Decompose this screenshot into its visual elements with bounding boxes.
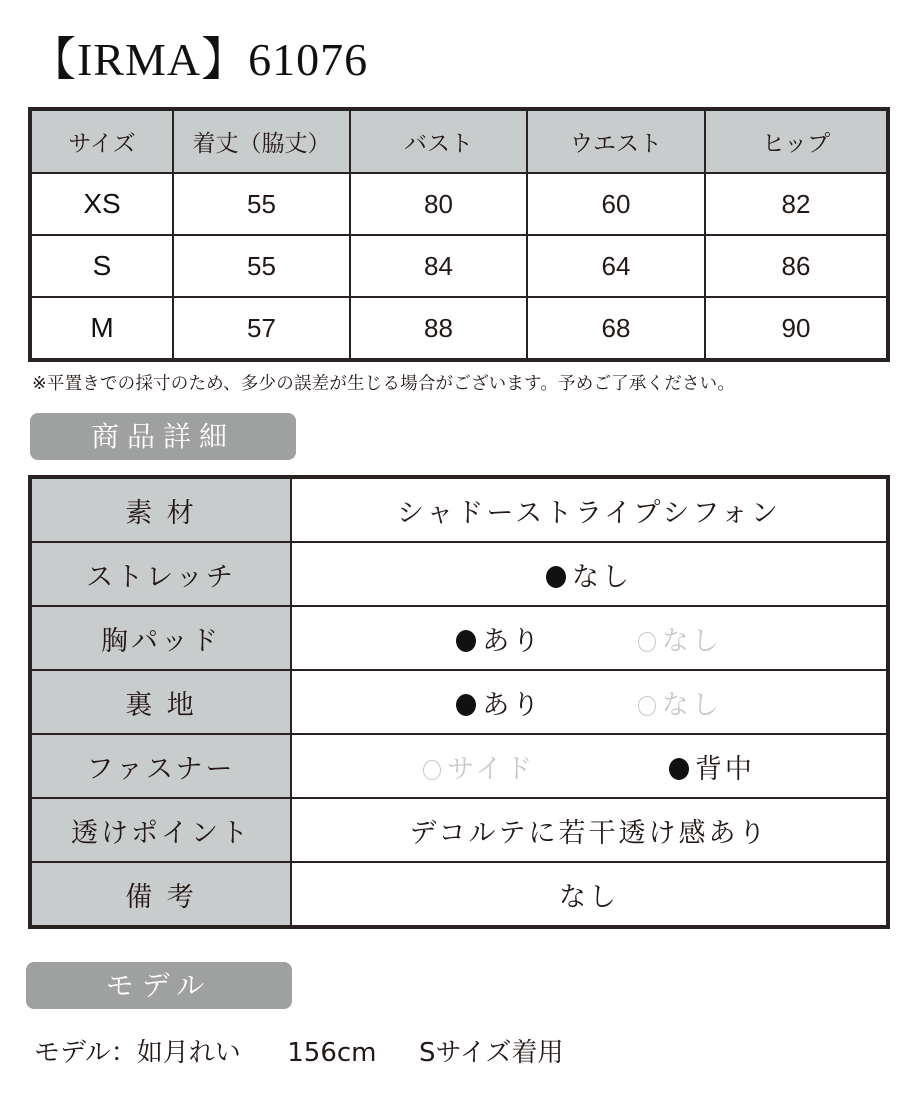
detail-label: 素 材 (30, 477, 291, 542)
model-name: モデル：如月れい (34, 1038, 241, 1068)
product-title: 【IRMA】61076 (30, 34, 369, 85)
table-row (30, 297, 888, 360)
option-text: あり (482, 689, 543, 721)
detail-label: ストレッチ (30, 542, 291, 606)
waist-cell: 64 (527, 235, 705, 297)
bust-cell: 88 (350, 297, 527, 360)
option-unselected (423, 747, 535, 786)
detail-label: 透けポイント (30, 798, 291, 862)
filled-circle-icon (669, 758, 689, 780)
size-table (28, 107, 890, 362)
detail-label: 胸パッド (30, 606, 291, 670)
table-row (30, 235, 888, 297)
detail-row-sheer-point (30, 798, 888, 862)
bust-cell: 80 (350, 173, 527, 235)
size-cell: M (30, 297, 173, 360)
size-table-header (30, 109, 888, 173)
header-hip: ヒップ (705, 109, 888, 173)
detail-label: 備 考 (30, 862, 291, 927)
size-cell: S (30, 235, 173, 297)
empty-circle-icon (423, 760, 441, 780)
size-cell: XS (30, 173, 173, 235)
table-row (30, 173, 888, 235)
measurement-note: ※平置きでの採寸のため、多少の誤差が生じる場合がございます。予めご了承ください。 (32, 374, 736, 394)
detail-value (291, 606, 888, 670)
empty-circle-icon (638, 696, 656, 716)
detail-value: なし (291, 862, 888, 927)
option-unselected (638, 683, 722, 722)
detail-value: デコルテに若干透け感あり (291, 798, 888, 862)
detail-value (291, 542, 888, 606)
empty-circle-icon (638, 632, 656, 652)
detail-row-lining (30, 670, 888, 734)
detail-label: ファスナー (30, 734, 291, 798)
length-cell: 55 (173, 235, 350, 297)
filled-circle-icon (456, 694, 476, 716)
model-height: 156cm (287, 1038, 377, 1068)
option-selected (456, 683, 542, 722)
detail-row-zipper (30, 734, 888, 798)
filled-circle-icon (546, 566, 566, 588)
detail-value (291, 734, 888, 798)
header-waist: ウエスト (527, 109, 705, 173)
option-text: なし (661, 625, 722, 657)
option-text: 背中 (694, 753, 755, 785)
model-info (34, 1032, 563, 1069)
length-cell: 57 (173, 297, 350, 360)
model-size-worn: Sサイズ着用 (419, 1038, 564, 1068)
waist-cell: 60 (527, 173, 705, 235)
detail-value (291, 670, 888, 734)
length-cell: 55 (173, 173, 350, 235)
option-text: なし (661, 689, 722, 721)
detail-value: シャドーストライプシフォン (291, 477, 888, 542)
section-label-model: モデル (26, 962, 292, 1009)
detail-row-remarks (30, 862, 888, 927)
detail-row-stretch (30, 542, 888, 606)
header-size: サイズ (30, 109, 173, 173)
section-label-details: 商品詳細 (30, 413, 296, 460)
option-selected (546, 555, 632, 594)
filled-circle-icon (456, 630, 476, 652)
hip-cell: 82 (705, 173, 888, 235)
option-text: サイド (447, 753, 536, 785)
option-selected (456, 619, 542, 658)
hip-cell: 90 (705, 297, 888, 360)
hip-cell: 86 (705, 235, 888, 297)
detail-label: 裏 地 (30, 670, 291, 734)
option-text: あり (482, 625, 543, 657)
option-unselected (638, 619, 722, 658)
header-bust: バスト (350, 109, 527, 173)
option-selected (669, 747, 755, 786)
waist-cell: 68 (527, 297, 705, 360)
option-text: なし (572, 561, 632, 593)
details-table (28, 475, 890, 929)
detail-row-material (30, 477, 888, 542)
header-length: 着丈（脇丈） (173, 109, 350, 173)
bust-cell: 84 (350, 235, 527, 297)
detail-row-bust-pad (30, 606, 888, 670)
